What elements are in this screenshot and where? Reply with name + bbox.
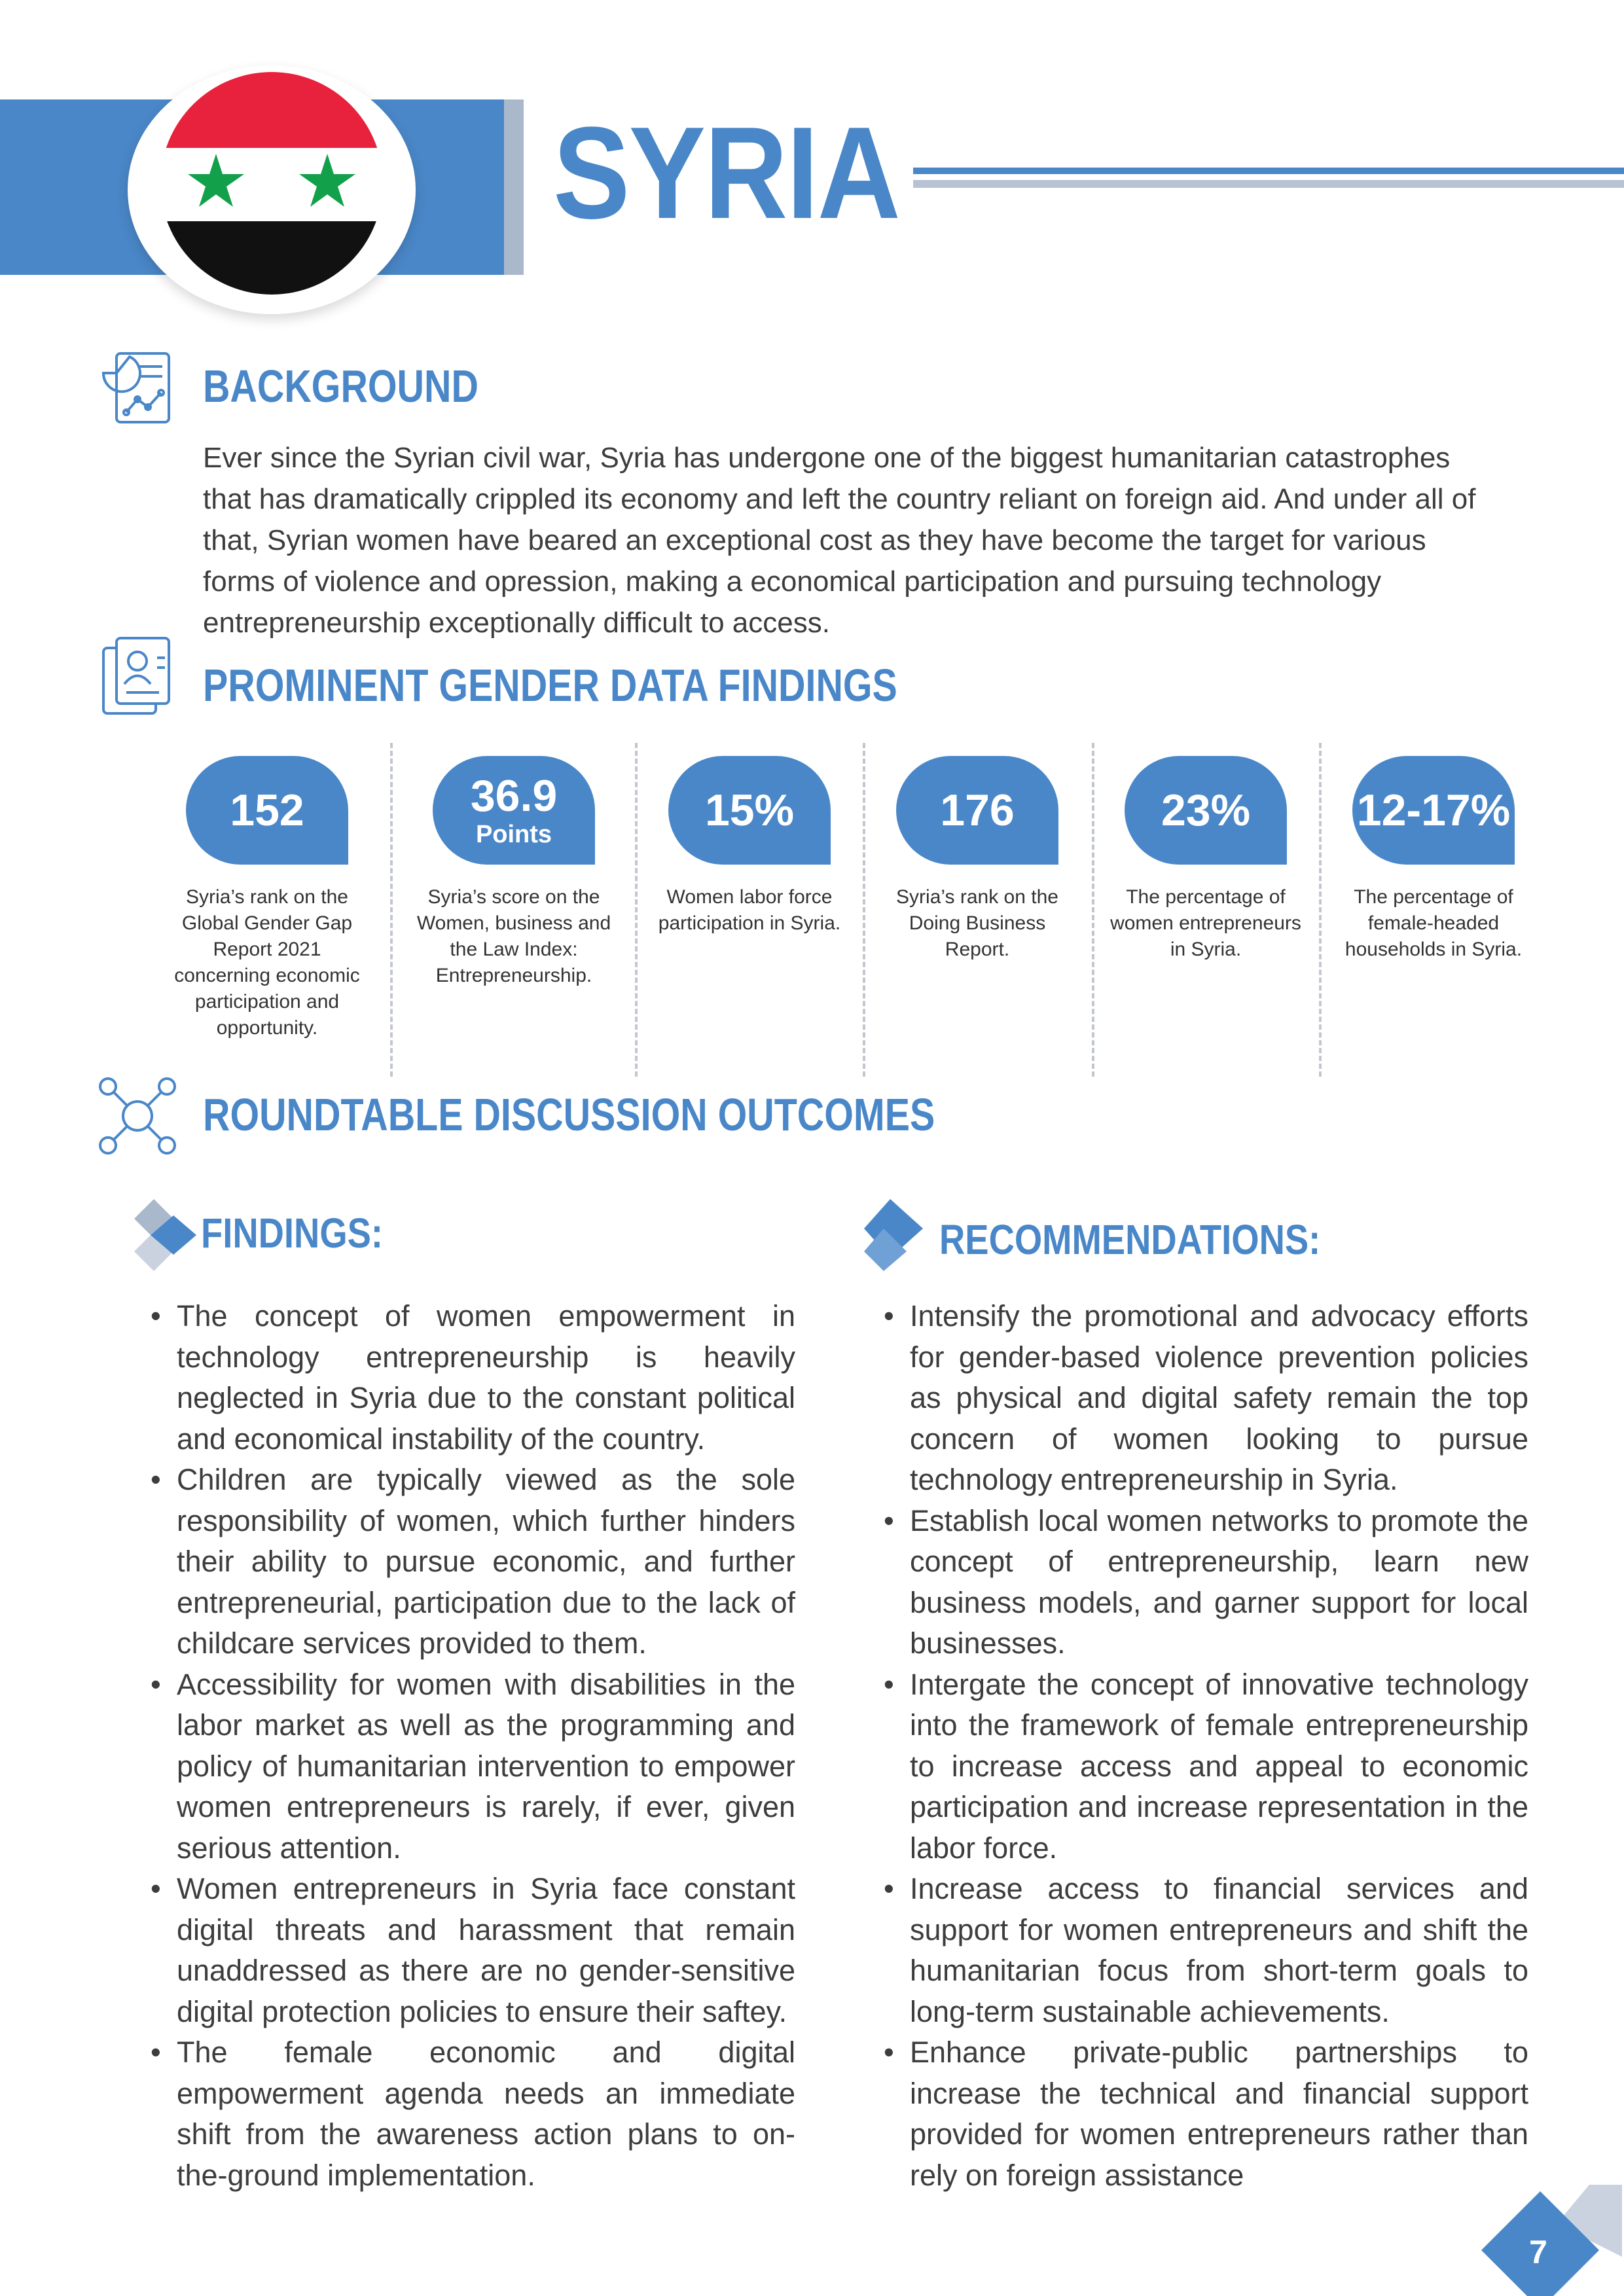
stat-label: Syria’s rank on the Global Gender Gap Report 2021 concerning economic participation and opportunity. (174, 886, 360, 1039)
syria-flag-icon (160, 72, 383, 295)
list-item: • Establish local women networks to promote the concept of entrepreneurship, learn new business models, and garner support for local businesses. (884, 1501, 1528, 1664)
stat-badge (668, 756, 831, 865)
flag-star-right-icon (299, 154, 355, 207)
stat-badge (1125, 756, 1287, 865)
stat-divider (1319, 743, 1322, 1077)
page-number: 7 (1529, 2234, 1547, 2270)
stat-divider (635, 743, 638, 1077)
recommendations-list (884, 1296, 1528, 2196)
list-item: • Accessibility for women with disabilities in the labor market as well as the programming and policy of humanitarian intervention to empower women entrepreneurs is rarely, if ever, given serious attention. (151, 1664, 795, 1869)
stat-card (1108, 756, 1304, 963)
list-item: • Children are typically viewed as the sole responsibility of women, which further hinders their ability to pursue economic, and further entrepreneurial, participation due to the lack of childcare services provided to them. (151, 1460, 795, 1664)
recommendations-heading: RECOMMENDATIONS: (939, 1216, 1321, 1263)
network-hands-icon (95, 1073, 180, 1158)
flag-star-left-icon (188, 154, 244, 207)
findings-list (151, 1296, 795, 2196)
stat-divider (863, 743, 865, 1077)
list-item: • Enhance private-public partnerships to increase the technical and financial support provided for women entrepreneurs rather than rely on foreign assistance (884, 2032, 1528, 2196)
profile-document-icon (97, 635, 182, 720)
stat-badge (1352, 756, 1515, 865)
stat-label: Syria’s rank on the Doing Business Report. (896, 886, 1058, 960)
stat-label: The percentage of female-headed households in Syria. (1344, 886, 1523, 960)
list-item: • Women entrepreneurs in Syria face constant digital threats and harassment that remain unaddressed as there are no gender-sensitive digital protection policies to ensure their saftey. (151, 1869, 795, 2032)
stat-label: Women labor force participation in Syria. (658, 886, 841, 934)
stat-badge (186, 756, 348, 865)
report-chart-icon (97, 347, 182, 432)
stat-label: The percentage of women entrepreneurs in Syria. (1110, 886, 1301, 960)
stat-card (651, 756, 848, 937)
stat-value: 36.9 (470, 771, 558, 821)
background-text: Ever since the Syrian civil war, Syria has undergone one of the biggest humanitarian catastrophes that has dramatically crippled its economy and left the country reliant on foreign aid. And under all of that, Syrian women have beared an exceptional cost as they have become the target for various forms of violence and opression, making a economical participation and pursuing technology entrepreneurship exceptionally difficult to access. (203, 442, 1476, 639)
stat-badge (433, 756, 595, 865)
diamond-icon (864, 1199, 929, 1271)
page-title: SYRIA (553, 100, 900, 246)
list-item: • Increase access to financial services and support for women entrepreneurs and shift the humanitarian focus from short-term goals to long-term sustainable achievements. (884, 1869, 1528, 2032)
list-item: • Intergate the concept of innovative technology into the framework of female entrepreneurship to increase access and appeal to economic participation and increase representation in the labor force. (884, 1664, 1528, 1869)
stat-divider (1092, 743, 1094, 1077)
stat-value: 12-17% (1356, 785, 1511, 835)
diamond-icon (134, 1199, 200, 1271)
stat-value: 152 (230, 785, 304, 835)
stat-card (416, 756, 612, 989)
list-item: • The concept of women empowerment in technology entrepreneurship is heavily neglected in Syria due to the constant political and economical instability of the country. (151, 1296, 795, 1460)
stat-value: 15% (704, 785, 795, 835)
title-rule (913, 168, 1624, 174)
background-heading: BACKGROUND (203, 361, 478, 412)
header-banner-stripe (504, 99, 524, 275)
stat-value: 23% (1161, 785, 1251, 835)
stat-badge (896, 756, 1058, 865)
title-rule-secondary (913, 180, 1624, 188)
stat-card (1335, 756, 1532, 963)
roundtable-heading: ROUNDTABLE DISCUSSION OUTCOMES (203, 1089, 935, 1140)
stat-unit: Points (475, 821, 552, 848)
list-item: • The female economic and digital empowerment agenda needs an immediate shift from the awareness action plans to on-the-ground implementation. (151, 2032, 795, 2196)
stat-label: Syria’s score on the Women, business and the Law Index: Entrepreneurship. (416, 886, 611, 986)
stat-divider (390, 743, 393, 1077)
gender-data-heading: PROMINENT GENDER DATA FINDINGS (203, 660, 897, 711)
findings-heading: FINDINGS: (201, 1210, 384, 1257)
stat-card (169, 756, 365, 1041)
list-item: • Intensify the promotional and advocacy efforts for gender-based violence prevention policies as physical and digital safety remain the top concern of women looking to pursue technology entrepreneurship in Syria. (884, 1296, 1528, 1501)
stat-card (879, 756, 1075, 963)
stat-value: 176 (940, 785, 1015, 835)
